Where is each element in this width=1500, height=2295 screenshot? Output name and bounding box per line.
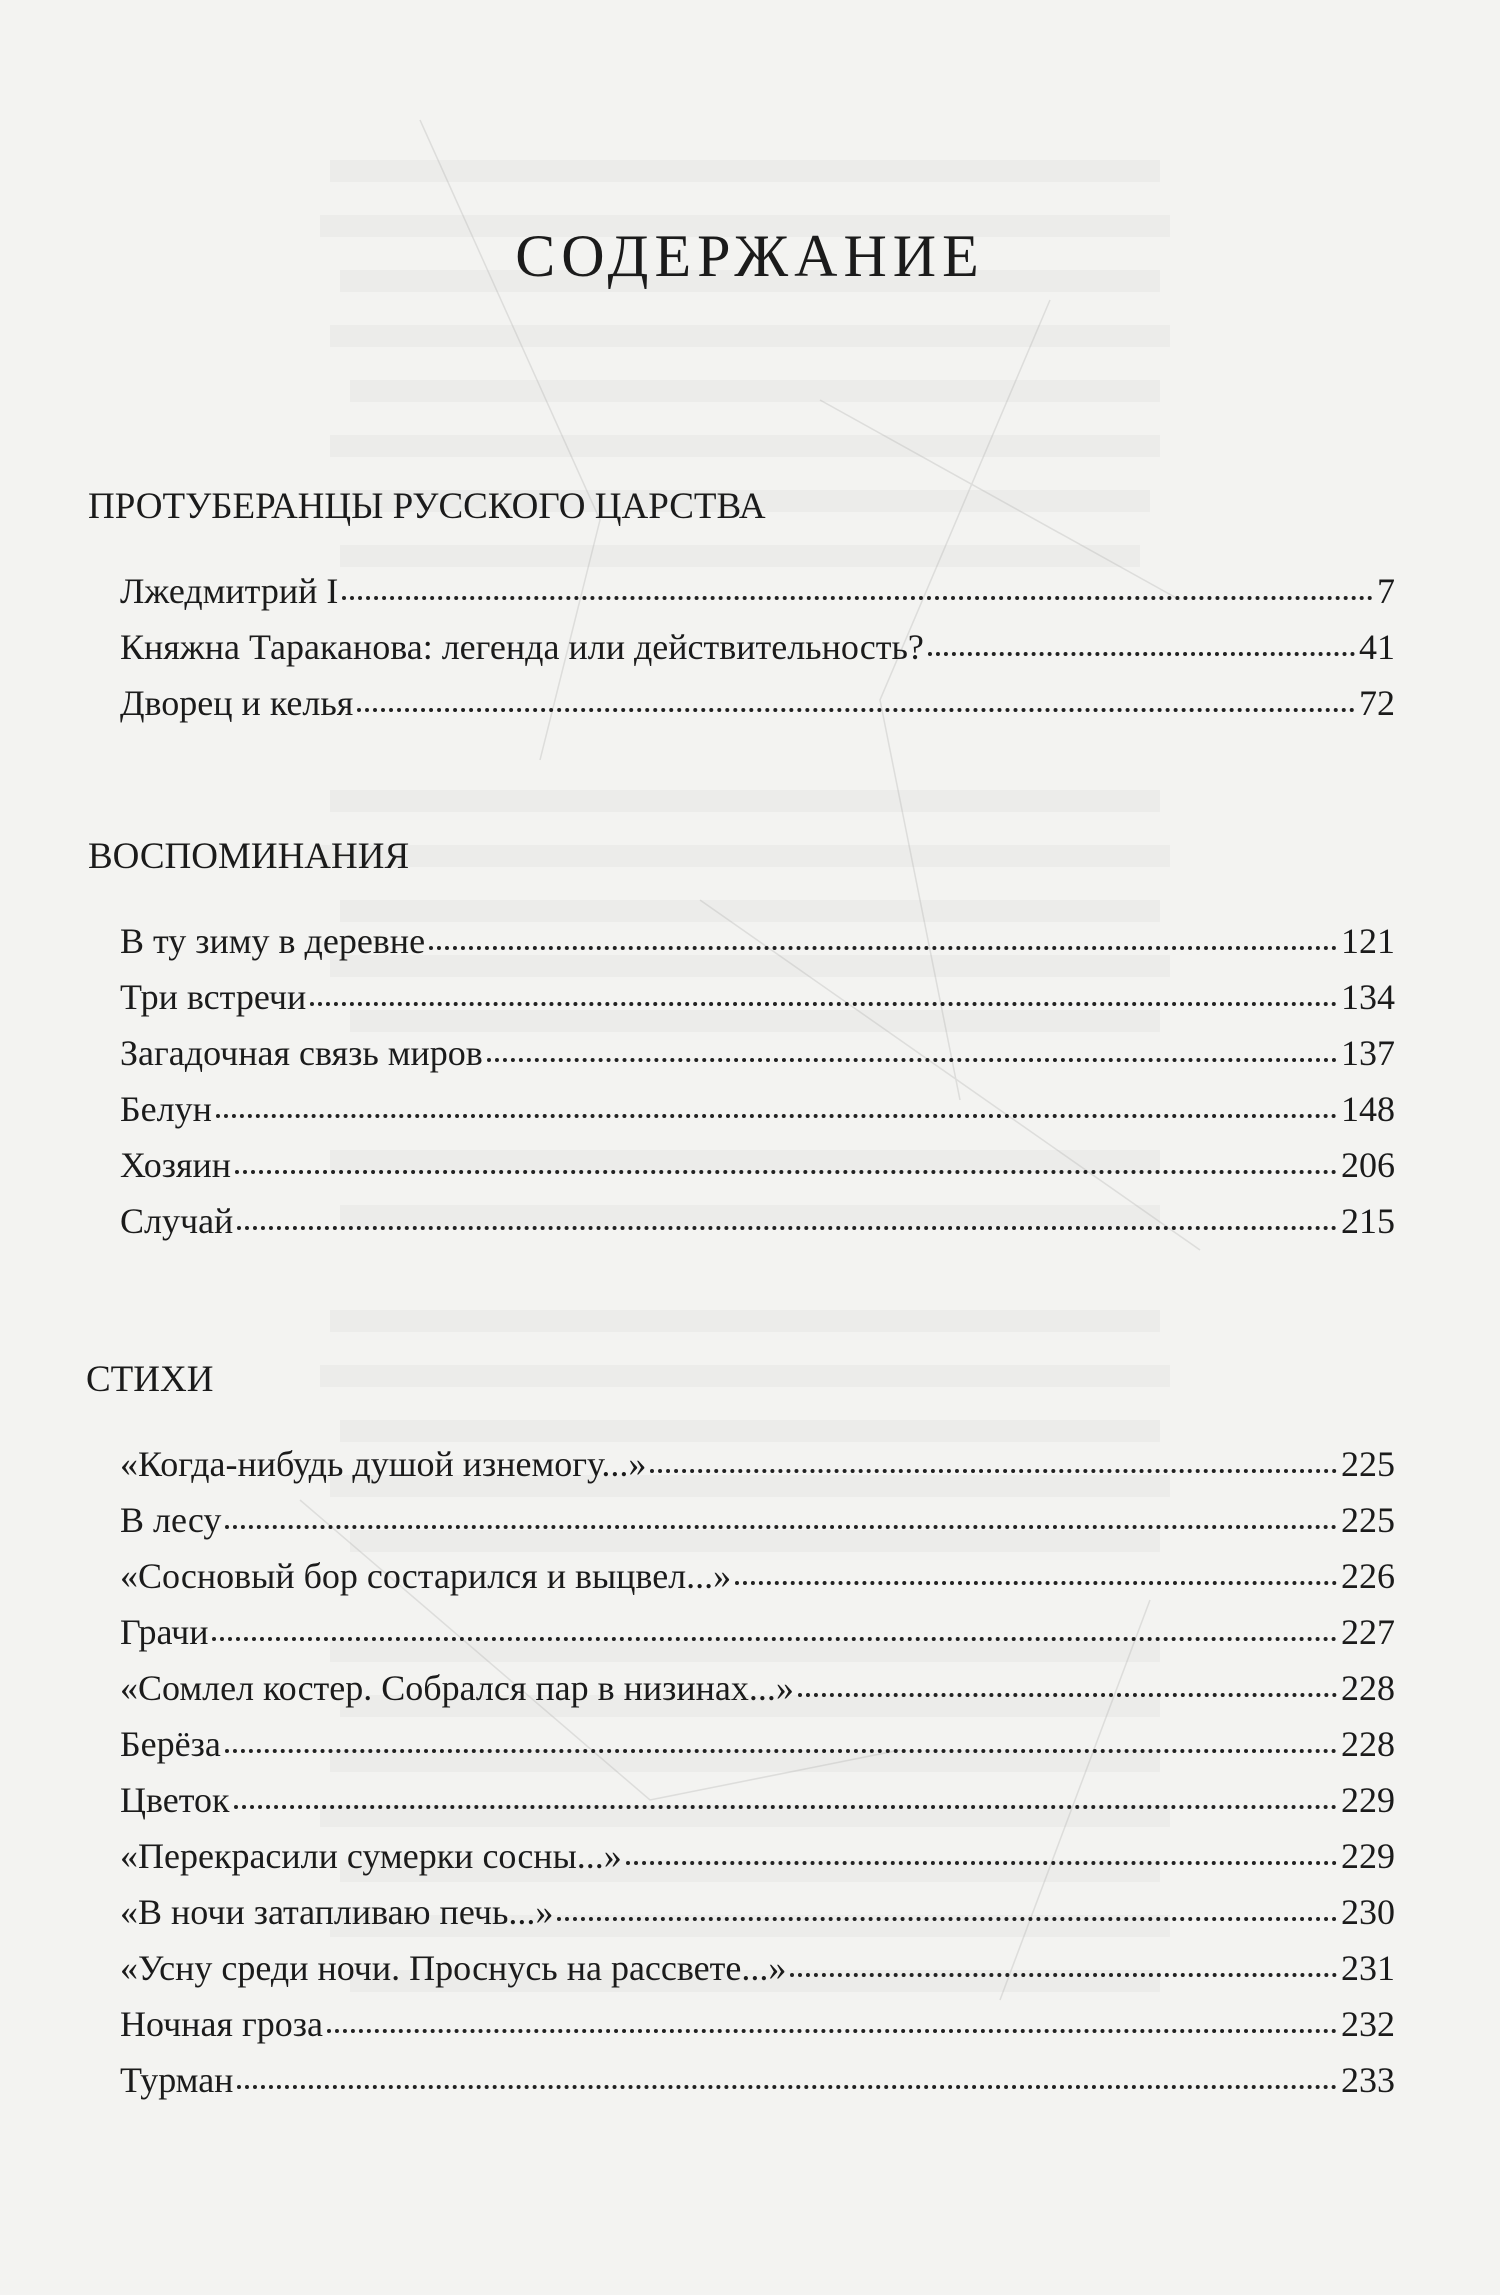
dot-leader — [216, 1114, 1337, 1118]
toc-entry-title: Лжедмитрий I — [120, 571, 339, 611]
dot-leader — [342, 596, 1373, 600]
dot-leader — [626, 1861, 1337, 1865]
dot-leader — [650, 1469, 1337, 1473]
dot-leader — [237, 2085, 1337, 2089]
section-heading: СТИХИ — [86, 1359, 214, 1400]
dot-leader — [225, 1749, 1337, 1753]
dot-leader — [310, 1002, 1337, 1006]
toc-entry[interactable] — [120, 1878, 1395, 1934]
toc-page-number: 206 — [1341, 1145, 1395, 1185]
dot-leader — [234, 1805, 1337, 1809]
toc-entry[interactable] — [120, 1990, 1395, 2046]
dot-leader — [237, 1226, 1337, 1230]
toc-entry[interactable] — [120, 1934, 1395, 1990]
toc-entry[interactable] — [120, 1710, 1395, 1766]
toc-page-number: 121 — [1341, 921, 1395, 961]
toc-entry[interactable] — [120, 1654, 1395, 1710]
toc-page-number: 232 — [1341, 2004, 1395, 2044]
toc-entry-title: Дворец и келья — [120, 683, 354, 723]
toc-page-number: 228 — [1341, 1668, 1395, 1708]
toc-entry-title: Загадочная связь миров — [120, 1033, 483, 1073]
toc-entry-title: «Усну среди ночи. Проснусь на рассвете...» — [120, 1948, 787, 1988]
toc-entry-title: «Сомлел костер. Собрался пар в низинах...» — [120, 1668, 794, 1708]
toc-page-number: 229 — [1341, 1780, 1395, 1820]
toc-page-number: 137 — [1341, 1033, 1395, 1073]
toc-entry[interactable] — [120, 557, 1395, 613]
toc-entry-title: Княжна Тараканова: легенда или действительность? — [120, 627, 924, 667]
toc-entry[interactable] — [120, 1430, 1395, 1486]
toc-page-number: 226 — [1341, 1556, 1395, 1596]
toc-page-number: 134 — [1341, 977, 1395, 1017]
toc-entry-title: «Сосновый бор состарился и выцвел...» — [120, 1556, 732, 1596]
toc-page-number: 215 — [1341, 1201, 1395, 1241]
toc-entry[interactable] — [120, 963, 1395, 1019]
toc-entry-title: Случай — [120, 1201, 234, 1241]
toc-page-number: 41 — [1359, 627, 1395, 667]
toc-page-number: 227 — [1341, 1612, 1395, 1652]
section-heading: ПРОТУБЕРАНЦЫ РУССКОГО ЦАРСТВА — [88, 486, 766, 527]
toc-page-number: 72 — [1359, 683, 1395, 723]
toc-entry[interactable] — [120, 1766, 1395, 1822]
dot-leader — [327, 2029, 1337, 2033]
toc-page-number: 7 — [1377, 571, 1395, 611]
dot-leader — [429, 946, 1337, 950]
toc-page-number: 228 — [1341, 1724, 1395, 1764]
toc-page-number: 233 — [1341, 2060, 1395, 2100]
toc-entry[interactable] — [120, 1187, 1395, 1243]
toc-entry[interactable] — [120, 1822, 1395, 1878]
dot-leader — [225, 1525, 1337, 1529]
toc-entry[interactable] — [120, 1486, 1395, 1542]
toc-page-number: 231 — [1341, 1948, 1395, 1988]
dot-leader — [557, 1917, 1337, 1921]
dot-leader — [928, 652, 1355, 656]
dot-leader — [487, 1058, 1337, 1062]
toc-entry-title: «Перекрасили сумерки сосны...» — [120, 1836, 622, 1876]
toc-entry[interactable] — [120, 1131, 1395, 1187]
dot-leader — [798, 1693, 1337, 1697]
dot-leader — [790, 1973, 1337, 1977]
toc-page-number: 225 — [1341, 1500, 1395, 1540]
toc-entry[interactable] — [120, 907, 1395, 963]
toc-entry-title: В лесу — [120, 1500, 222, 1540]
toc-entry-title: Турман — [120, 2060, 234, 2100]
dot-leader — [735, 1581, 1337, 1585]
toc-entry[interactable] — [120, 1598, 1395, 1654]
toc-entry-title: Цветок — [120, 1780, 230, 1820]
toc-entry[interactable] — [120, 613, 1395, 669]
toc-entry-title: Берёза — [120, 1724, 221, 1764]
toc-entry-title: «Когда-нибудь душой изнемогу...» — [120, 1444, 647, 1484]
section-heading: ВОСПОМИНАНИЯ — [88, 836, 410, 877]
dot-leader — [212, 1637, 1337, 1641]
toc-entry[interactable] — [120, 2046, 1395, 2102]
toc-entry-title: Ночная гроза — [120, 2004, 323, 2044]
toc-entry[interactable] — [120, 669, 1395, 725]
toc-entry[interactable] — [120, 1019, 1395, 1075]
toc-page-number: 148 — [1341, 1089, 1395, 1129]
toc-entry[interactable] — [120, 1542, 1395, 1598]
toc-page-number: 229 — [1341, 1836, 1395, 1876]
toc-entry-title: Грачи — [120, 1612, 209, 1652]
dot-leader — [235, 1170, 1337, 1174]
toc-entry-title: Три встречи — [120, 977, 307, 1017]
dot-leader — [357, 708, 1355, 712]
toc-entry-title: Белун — [120, 1089, 212, 1129]
toc-entry[interactable] — [120, 1075, 1395, 1131]
toc-page-number: 230 — [1341, 1892, 1395, 1932]
page-title: СОДЕРЖАНИЕ — [515, 223, 985, 289]
toc-entry-title: «В ночи затапливаю печь...» — [120, 1892, 554, 1932]
toc-entry-title: В ту зиму в деревне — [120, 921, 426, 961]
toc-page-number: 225 — [1341, 1444, 1395, 1484]
toc-entry-title: Хозяин — [120, 1145, 232, 1185]
